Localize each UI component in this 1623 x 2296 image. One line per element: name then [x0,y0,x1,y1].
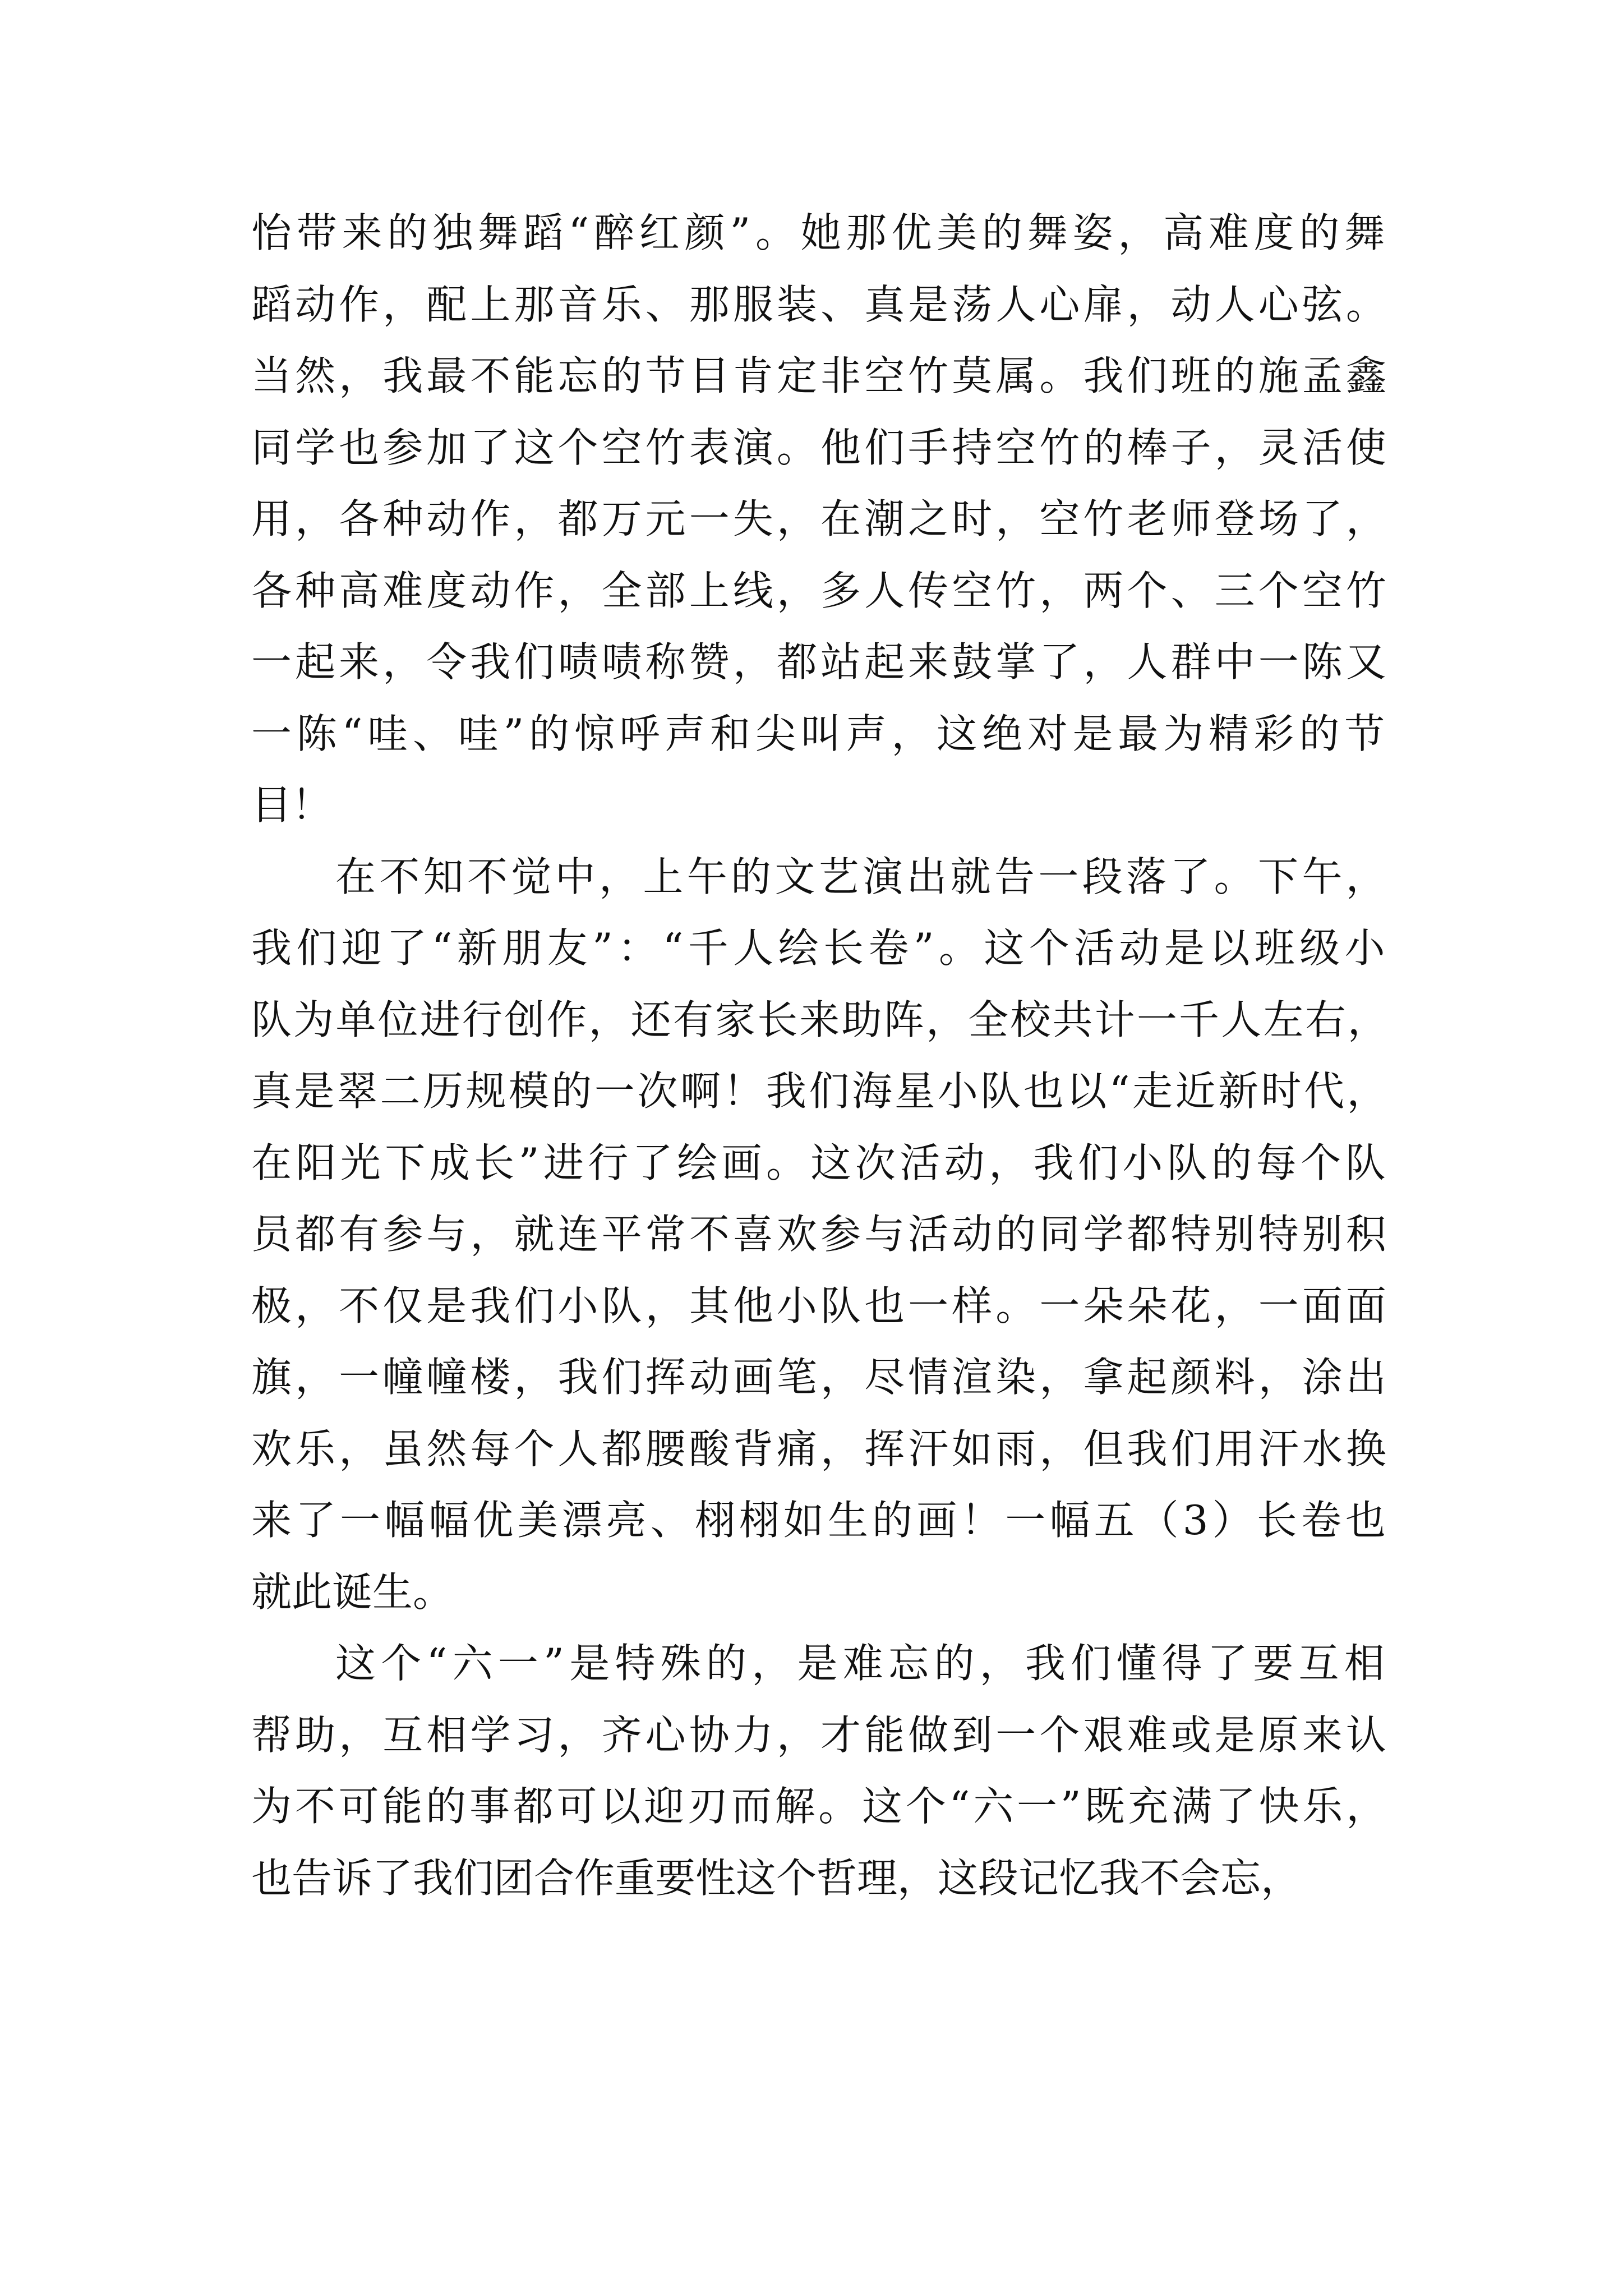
text-line: 为不可能的事都可以迎刃而解。这个“六一”既充满了快乐， [251,1783,1390,1830]
text-line: 在阳光下成长”进行了绘画。这次活动，我们小队的每个队 [251,1139,1390,1186]
text-line: 欢乐，虽然每个人都腰酸背痛，挥汗如雨，但我们用汗水换 [251,1425,1390,1473]
text-line: 用，各种动作，都万元一失，在潮之时，空竹老师登场了， [251,495,1390,542]
text-line: 也告诉了我们团合作重要性这个哲理，这段记忆我不会忘， [251,1854,1302,1902]
text-line: 目！ [251,781,333,829]
text-line: 怡带来的独舞蹈“醉红颜”。她那优美的舞姿，高难度的舞 [251,209,1390,256]
text-line: 同学也参加了这个空竹表演。他们手持空竹的棒子，灵活使 [251,424,1390,471]
text-line: 蹈动作，配上那音乐、那服装、真是荡人心扉，动人心弦。 [251,280,1390,328]
body-text [251,197,1390,1914]
text-line: 当然，我最不能忘的节目肯定非空竹莫属。我们班的施孟鑫 [251,352,1390,399]
text-line: 员都有参与，就连平常不喜欢参与活动的同学都特别特别积 [251,1211,1390,1258]
text-line: 我们迎了“新朋友”：“千人绘长卷”。这个活动是以班级小 [251,924,1390,972]
paragraph-first-line: 这个“六一”是特殊的，是难忘的，我们懂得了要互相 [335,1640,1390,1687]
text-line: 就此诞生。 [251,1568,454,1616]
text-line: 一陈“哇、哇”的惊呼声和尖叫声，这绝对是最为精彩的节 [251,710,1390,757]
text-line: 队为单位进行创作，还有家长来助阵，全校共计一千人左右， [251,996,1390,1043]
text-line: 真是翠二历规模的一次啊！我们海星小队也以“走近新时代， [251,1068,1390,1115]
text-line: 极，不仅是我们小队，其他小队也一样。一朵朵花，一面面 [251,1282,1390,1329]
text-line: 旗，一幢幢楼，我们挥动画笔，尽情渲染，拿起颜料，涂出 [251,1354,1390,1401]
text-line: 各种高难度动作，全部上线，多人传空竹，两个、三个空竹 [251,567,1390,614]
text-line: 来了一幅幅优美漂亮、栩栩如生的画！一幅五（3）长卷也 [251,1497,1390,1544]
text-line: 帮助，互相学习，齐心协力，才能做到一个艰难或是原来认 [251,1711,1390,1759]
paragraph-first-line: 在不知不觉中，上午的文艺演出就告一段落了。下午， [335,853,1390,900]
text-line: 一起来，令我们啧啧称赞，都站起来鼓掌了，人群中一陈又 [251,638,1390,685]
